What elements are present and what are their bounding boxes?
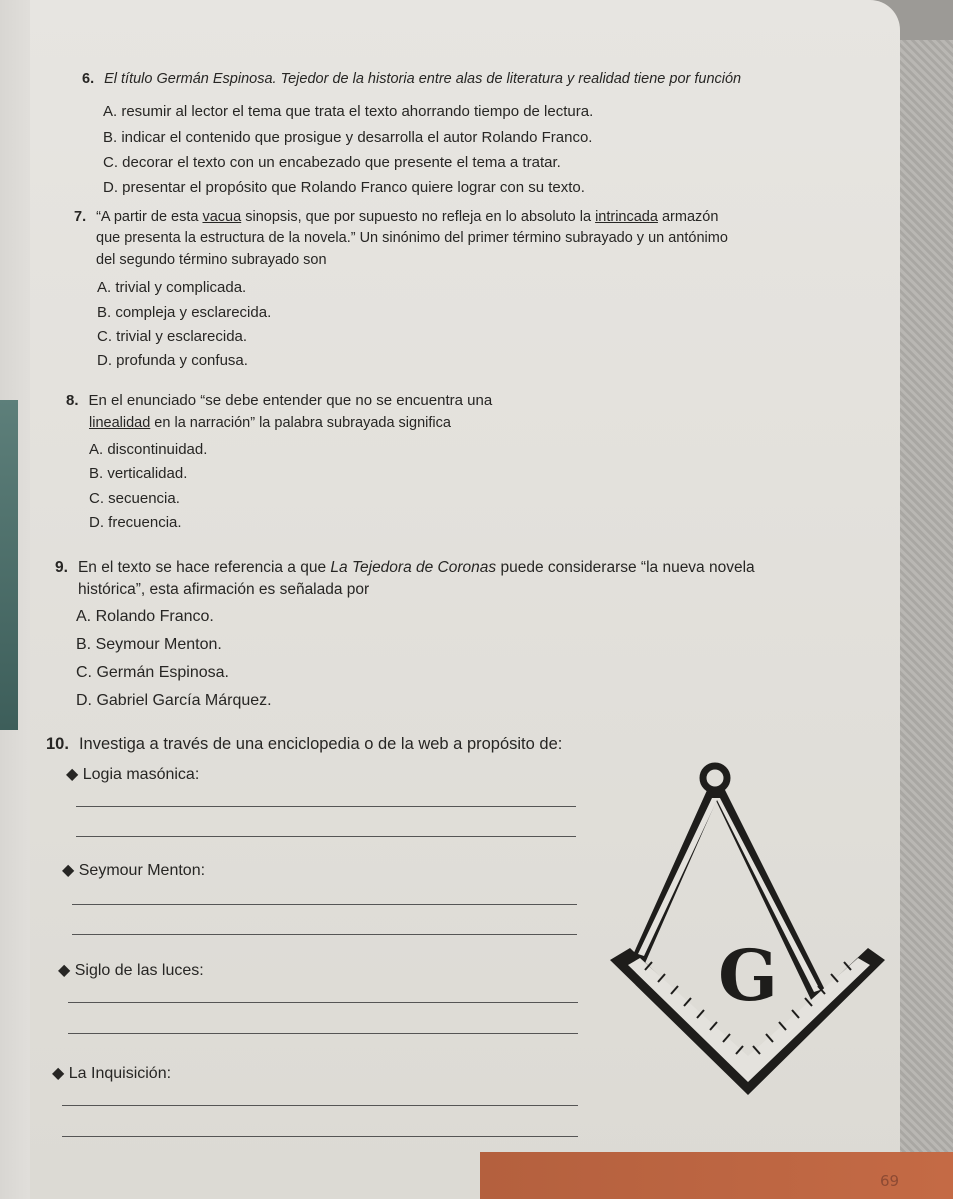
question-8 <box>66 392 492 411</box>
q9-option-b: B. Seymour Menton. <box>76 636 222 653</box>
research-item-4 <box>52 1063 171 1083</box>
q9-option-a: A. Rolando Franco. <box>76 608 214 625</box>
emblem-letter: G <box>718 934 778 1017</box>
background-object <box>0 400 18 730</box>
question-9-line-2: histórica”, esta afirmación es señalada por <box>78 581 370 598</box>
stem-part: sinopsis, que por supuesto no refleja en lo absoluto la <box>241 209 596 225</box>
q6-option-c: C. decorar el texto con un encabezado que presente el tema a tratar. <box>103 154 561 171</box>
stem-part: “A partir de esta <box>96 209 203 225</box>
research-item-label: Logia masónica: <box>82 766 200 783</box>
question-9 <box>55 558 755 577</box>
answer-line[interactable] <box>68 1002 578 1003</box>
research-item-label: Siglo de las luces: <box>74 962 204 979</box>
q9-option-c: C. Germán Espinosa. <box>76 664 229 681</box>
underlined-term-linealidad: linealidad <box>89 415 151 431</box>
research-item-1 <box>66 764 199 784</box>
answer-line[interactable] <box>76 836 576 837</box>
q8-option-c: C. secuencia. <box>89 490 180 507</box>
stem-part: puede considerarse “la nueva novela <box>496 559 755 576</box>
stem-part: En el texto se hace referencia a que <box>77 559 331 576</box>
square-and-compass-icon <box>600 760 885 1100</box>
question-6 <box>82 70 741 88</box>
answer-line[interactable] <box>62 1136 578 1137</box>
stem-part: armazón <box>657 209 719 225</box>
q7-option-d: D. profunda y confusa. <box>97 352 248 369</box>
q8-option-d: D. frecuencia. <box>89 514 182 531</box>
question-number: 10. <box>46 735 69 753</box>
question-10 <box>46 734 562 755</box>
answer-line[interactable] <box>68 1033 578 1034</box>
diamond-bullet-icon: ◆ <box>58 962 75 979</box>
question-7 <box>74 208 718 226</box>
question-stem: En el enunciado “se debe entender que no se encuentra una <box>88 392 493 409</box>
q6-option-d: D. presentar el propósito que Rolando Franco quiere lograr con su texto. <box>103 179 585 196</box>
answer-line[interactable] <box>72 934 577 935</box>
question-number: 7. <box>74 209 87 225</box>
q6-option-a: A. resumir al lector el tema que trata el texto ahorrando tiempo de lectura. <box>103 103 594 120</box>
stem-part: en la narración” la palabra subrayada significa <box>150 415 451 431</box>
page-number: 69 <box>880 1172 900 1190</box>
q8-option-a: A. discontinuidad. <box>89 441 208 458</box>
question-7-line-3: del segundo término subrayado son <box>96 252 327 268</box>
question-number: 8. <box>66 392 79 409</box>
underlined-term-intrincada: intrincada <box>595 209 658 225</box>
research-item-label: Seymour Menton: <box>78 862 206 879</box>
question-number: 6. <box>82 71 95 87</box>
answer-line[interactable] <box>62 1105 578 1106</box>
q8-option-b: B. verticalidad. <box>89 465 188 482</box>
q9-option-d: D. Gabriel García Márquez. <box>76 692 272 709</box>
q6-option-b: B. indicar el contenido que prosigue y desarrolla el autor Rolando Franco. <box>103 129 593 146</box>
answer-line[interactable] <box>76 806 576 807</box>
research-item-2 <box>62 860 205 880</box>
diamond-bullet-icon: ◆ <box>62 862 79 879</box>
answer-line[interactable] <box>72 904 577 905</box>
q7-option-a: A. trivial y complicada. <box>97 279 247 296</box>
q7-option-c: C. trivial y esclarecida. <box>97 328 248 345</box>
diamond-bullet-icon: ◆ <box>66 766 83 783</box>
book-title: La Tejedora de Coronas <box>330 559 497 576</box>
question-stem: Investiga a través de una enciclopedia o de la web a propósito de: <box>78 735 563 753</box>
q7-option-b: B. compleja y esclarecida. <box>97 304 272 321</box>
question-8-line-2 <box>89 414 451 432</box>
underlined-term-vacua: vacua <box>202 209 242 225</box>
question-7-line-2: que presenta la estructura de la novela.” Un sinónimo del primer término subrayado y un antónimo <box>96 230 728 246</box>
question-number: 9. <box>55 559 68 576</box>
research-item-3 <box>58 960 204 980</box>
question-stem: El título Germán Espinosa. Tejedor de la historia entre alas de literatura y realidad tiene por función <box>104 71 742 87</box>
diamond-bullet-icon: ◆ <box>52 1065 69 1082</box>
research-item-label: La Inquisición: <box>68 1065 172 1082</box>
